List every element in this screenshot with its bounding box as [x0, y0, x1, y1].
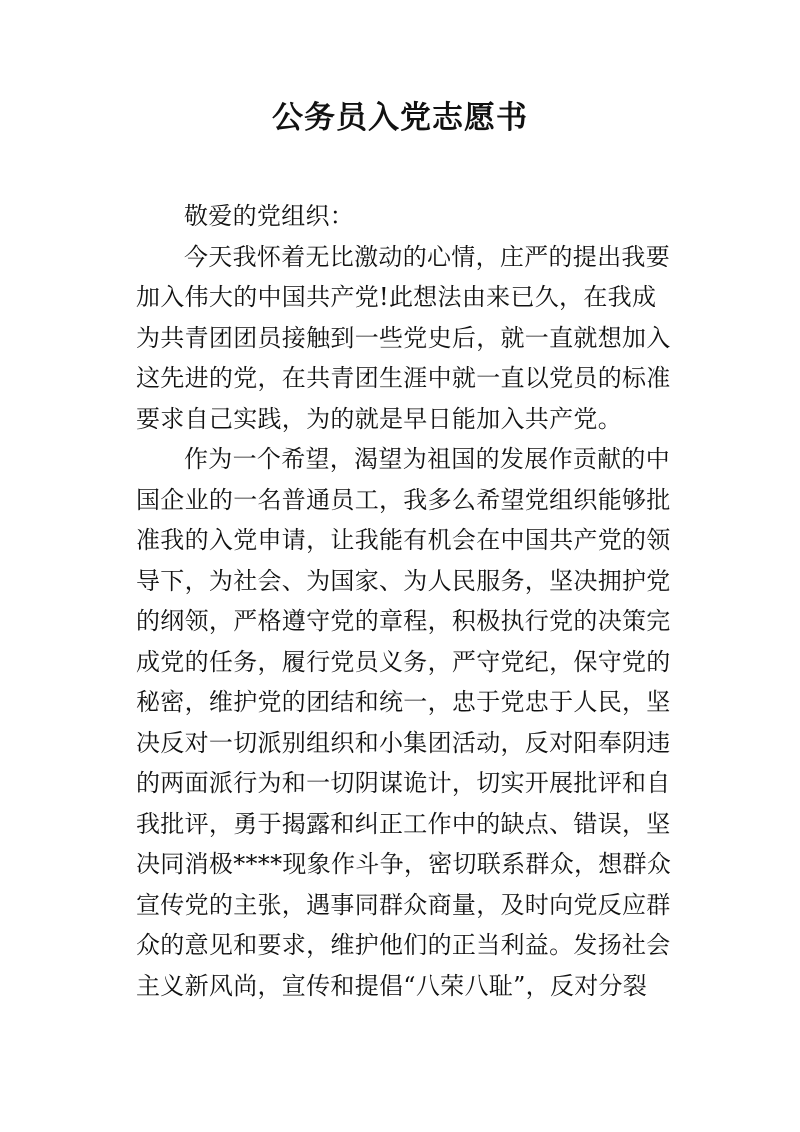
paragraph-2	[136, 439, 672, 1006]
document-body	[136, 196, 672, 1006]
paragraph-line: 宣传党的主张，遇事同群众商量，及时向党反应群	[136, 890, 671, 919]
paragraph-line: 加入伟大的中国共产党!此想法由来已久，在我成	[136, 283, 657, 311]
paragraph-line: 为共青团团员接触到一些党史后，就一直就想加入	[136, 323, 671, 352]
paragraph-line: 今天我怀着无比激动的心情，庄严的提出我要	[184, 242, 670, 271]
paragraph-line: 决反对一切派别组织和小集团活动，反对阳奉阴违	[136, 728, 671, 757]
paragraph-line: 主义新风尚，宣传和提倡“八荣八耻”，反对分裂	[136, 971, 648, 1000]
paragraph-line: 的两面派行为和一切阴谋诡计，切实开展批评和自	[136, 769, 671, 797]
paragraph-line: 作为一个希望，渴望为祖国的发展作贡献的中	[184, 445, 670, 473]
paragraph-line: 要求自己实践，为的就是早日能加入共产党。	[136, 404, 622, 433]
document-title: 公务员入党志愿书	[272, 100, 528, 136]
paragraph-line: 我批评，勇于揭露和纠正工作中的缺点、错误，坚	[136, 809, 671, 838]
paragraph-line: 导下，为社会、为国家、为人民服务，坚决拥护党	[136, 566, 671, 595]
paragraph-line: 众的意见和要求，维护他们的正当利益。发扬社会	[136, 931, 671, 959]
paragraph-line: 决同消极****现象作斗争，密切联系群众，想群众	[136, 850, 672, 878]
paragraph-line: 准我的入党申请，让我能有机会在中国共产党的领	[136, 526, 671, 554]
paragraph-line: 成党的任务，履行党员义务，严守党纪，保守党的	[136, 647, 671, 676]
paragraph-line: 这先进的党，在共青团生涯中就一直以党员的标准	[136, 364, 671, 392]
paragraph-line: 秘密，维护党的团结和统一，忠于党忠于人民，坚	[136, 688, 671, 716]
salutation: 敬爱的党组织：	[184, 202, 355, 230]
paragraph-line: 国企业的一名普通员工，我多么希望党组织能够批	[136, 485, 671, 514]
paragraph-line: 的纲领，严格遵守党的章程，积极执行党的决策完	[136, 607, 671, 635]
paragraph-1	[136, 237, 671, 440]
